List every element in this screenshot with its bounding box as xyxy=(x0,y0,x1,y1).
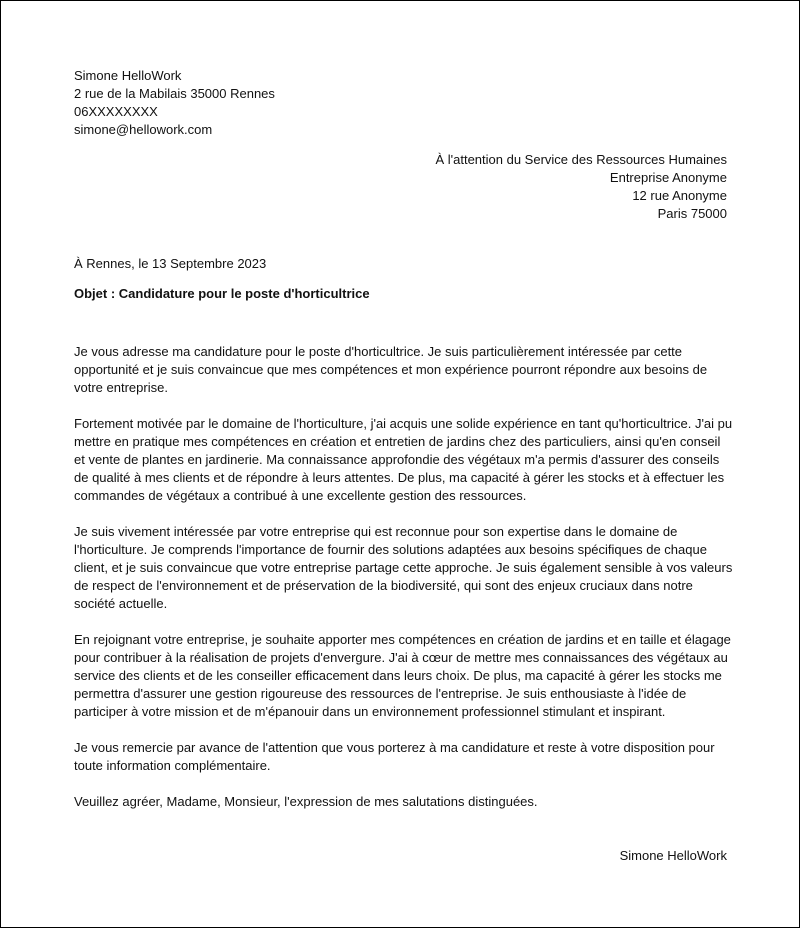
sender-name: Simone HelloWork xyxy=(74,68,182,83)
body-paragraph: En rejoignant votre entreprise, je souhaite apporter mes compétences en création de jardins et en taille et élagage pour contribuer à la réalisation de projets d'envergure. J'ai à cœur de mettre mes connaissances des végétaux au service des clients et de les conseiller efficacement dans leurs choix. De plus, ma capacité à gérer les stocks me permettra d'assurer une gestion rigoureuse des ressources de l'entreprise. Je suis enthousiaste à l'idée de participer à votre mission et de m'épanouir dans un environnement professionnel stimulant et inspirant. xyxy=(74,632,731,719)
recipient-block xyxy=(435,151,727,223)
closing-paragraph: Veuillez agréer, Madame, Monsieur, l'expression de mes salutations distinguées. xyxy=(74,794,538,809)
signature: Simone HelloWork xyxy=(619,848,727,863)
recipient-street: 12 rue Anonyme xyxy=(632,188,727,203)
sender-address: 2 rue de la Mabilais 35000 Rennes xyxy=(74,86,275,101)
date-line: À Rennes, le 13 Septembre 2023 xyxy=(74,256,267,271)
sender-email: simone@hellowork.com xyxy=(74,122,213,137)
body-paragraph: Fortement motivée par le domaine de l'horticulture, j'ai acquis une solide expérience en tant qu'horticultrice. J'ai pu mettre en pratique mes compétences en création et entretien de jardins chez des particuliers, ainsi qu'en conseil et vente de plantes en jardinerie. Ma connaissance approfondie des végétaux m'a permis d'assurer des conseils de qualité à mes clients et de répondre à leurs attentes. De plus, ma capacité à gérer les stocks et à effectuer les commandes de végétaux a contribué à une excellente gestion des ressources. xyxy=(74,416,733,503)
body-paragraph: Je vous adresse ma candidature pour le poste d'horticultrice. Je suis particulièrement intéressée par cette opportunité et je suis convaincue que mes compétences et mon expérience pourront répondre aux besoins de votre entreprise. xyxy=(74,344,708,395)
body-paragraph: Je suis vivement intéressée par votre entreprise qui est reconnue pour son expertise dans le domaine de l'horticulture. Je comprends l'importance de fournir des solutions adaptées aux besoins spécifiques de chaque client, et je suis convaincue que votre entreprise partage cette approche. Je suis également sensible à vos valeurs de respect de l'environnement et de préservation de la biodiversité, qui sont des enjeux cruciaux dans notre société actuelle. xyxy=(74,524,733,611)
body-paragraph: Je vous remercie par avance de l'attention que vous porterez à ma candidature et reste à votre disposition pour toute information complémentaire. xyxy=(74,740,715,773)
sender-block xyxy=(74,67,275,139)
subject-line: Objet : Candidature pour le poste d'horticultrice xyxy=(74,286,370,301)
recipient-attention: À l'attention du Service des Ressources Humaines xyxy=(435,152,727,167)
recipient-company: Entreprise Anonyme xyxy=(609,170,727,185)
recipient-city: Paris 75000 xyxy=(657,206,727,221)
sender-phone: 06XXXXXXXX xyxy=(74,104,158,119)
letter-body xyxy=(74,343,734,829)
